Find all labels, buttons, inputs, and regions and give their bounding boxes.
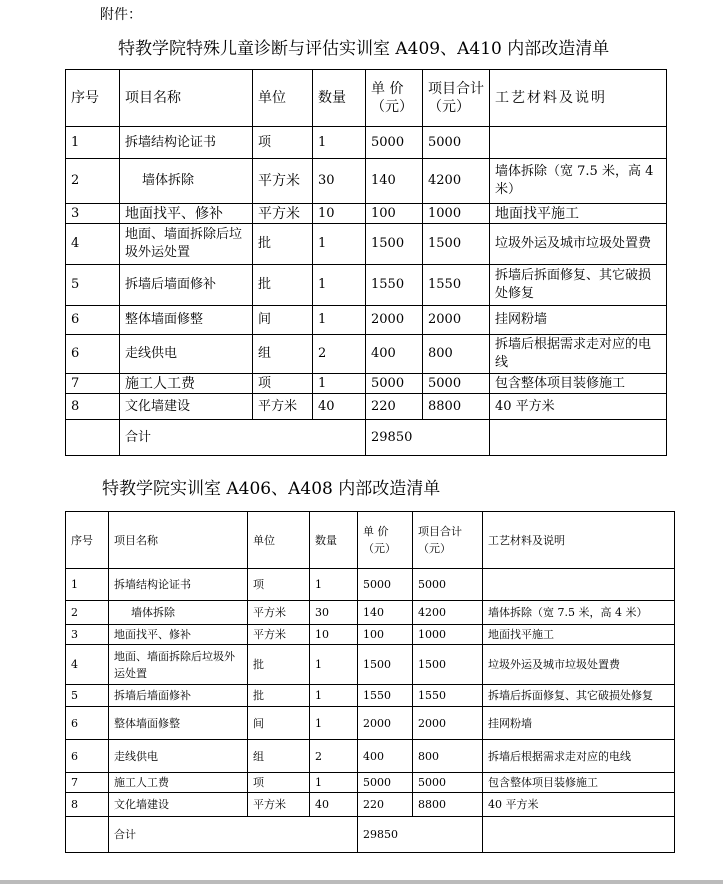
cell-total: 2000 [413,707,483,740]
cell-unit: 平方米 [248,793,310,817]
header-no: 序号 [66,512,109,569]
header-row [66,70,667,127]
cell-price: 400 [366,335,423,374]
cell-unit: 项 [253,374,313,394]
total-label: 合计 [109,817,358,853]
cell-price: 5000 [366,374,423,394]
cell-price: 2000 [366,306,423,335]
cell-name: 文化墙建设 [120,394,253,420]
cell-no: 2 [66,159,120,204]
cell-desc: 40 平方米 [483,793,675,817]
cell-name: 地面、墙面拆除后垃圾外运处置 [109,645,248,685]
header-row [66,512,675,569]
cell-qty: 1 [310,707,358,740]
cell-total: 5000 [423,127,490,159]
cell-total: 4200 [423,159,490,204]
cell-name: 拆墙结构论证书 [120,127,253,159]
cell-desc: 包含整体项目装修施工 [490,374,667,394]
cell-price: 1550 [358,685,413,707]
table-row [66,773,675,793]
cell-unit: 项 [248,569,310,601]
table-row [66,625,675,645]
cell-desc: 包含整体项目装修施工 [483,773,675,793]
header-desc: 工艺材料及说明 [490,70,667,127]
cell-total: 800 [423,335,490,374]
header-desc: 工艺材料及说明 [483,512,675,569]
cell-total: 1500 [423,224,490,265]
cell-name: 整体墙面修整 [109,707,248,740]
cell-total: 1550 [423,265,490,306]
table-row [66,569,675,601]
cell-desc: 拆墙后根据需求走对应的电线 [483,740,675,773]
cell-qty: 1 [310,569,358,601]
cell-price: 1500 [358,645,413,685]
cell-price: 5000 [358,569,413,601]
cell-name: 拆墙结构论证书 [109,569,248,601]
cell-price: 140 [366,159,423,204]
cell-unit: 间 [248,707,310,740]
header-total: 项目合计（元） [413,512,483,569]
cell-price: 2000 [358,707,413,740]
table-row [66,645,675,685]
cell-no: 6 [66,707,109,740]
page-bottom-divider [0,880,723,884]
cell-name: 墙体拆除 [120,159,253,204]
table-row [66,335,667,374]
cell-unit: 项 [253,127,313,159]
renovation-table-a406-a408 [65,511,675,853]
cell-unit: 平方米 [253,394,313,420]
cell-no: 7 [66,773,109,793]
table-row [66,394,667,420]
cell-no [66,817,109,853]
cell-price: 5000 [358,773,413,793]
cell-unit: 平方米 [248,625,310,645]
cell-desc: 垃圾外运及城市垃圾处置费 [483,645,675,685]
table-row [66,306,667,335]
cell-desc: 拆墙后根据需求走对应的电线 [490,335,667,374]
cell-price: 1500 [366,224,423,265]
cell-total: 8800 [413,793,483,817]
header-qty: 数量 [313,70,366,127]
cell-name: 拆墙后墙面修补 [120,265,253,306]
cell-total: 2000 [423,306,490,335]
table-row [66,159,667,204]
cell-price: 400 [358,740,413,773]
cell-desc [483,817,675,853]
renovation-table-a409-a410 [65,69,667,456]
cell-qty: 2 [310,740,358,773]
cell-desc: 地面找平施工 [490,204,667,224]
cell-desc [490,127,667,159]
total-row [66,420,667,456]
table-row [66,707,675,740]
cell-no: 5 [66,265,120,306]
cell-desc: 挂网粉墙 [483,707,675,740]
table-row [66,601,675,625]
cell-desc: 墙体拆除（宽 7.5 米，高 4 米） [483,601,675,625]
cell-price: 220 [358,793,413,817]
cell-no: 5 [66,685,109,707]
header-price: 单 价（元） [358,512,413,569]
cell-qty: 1 [310,773,358,793]
total-label: 合计 [120,420,366,456]
cell-no: 4 [66,645,109,685]
header-unit: 单位 [253,70,313,127]
cell-desc: 墙体拆除（宽 7.5 米，高 4 米） [490,159,667,204]
header-total: 项目合计（元） [423,70,490,127]
cell-no: 4 [66,224,120,265]
cell-price: 100 [358,625,413,645]
table-row [66,265,667,306]
cell-desc: 挂网粉墙 [490,306,667,335]
cell-unit: 间 [253,306,313,335]
cell-name: 施工人工费 [109,773,248,793]
cell-no: 7 [66,374,120,394]
table-row [66,793,675,817]
cell-no: 3 [66,625,109,645]
cell-no: 8 [66,793,109,817]
cell-no: 3 [66,204,120,224]
table-row [66,685,675,707]
cell-price: 5000 [366,127,423,159]
cell-unit: 批 [248,685,310,707]
cell-price: 140 [358,601,413,625]
cell-unit: 平方米 [253,159,313,204]
cell-total: 1500 [413,645,483,685]
cell-total: 5000 [413,569,483,601]
cell-no: 1 [66,127,120,159]
cell-qty: 1 [310,685,358,707]
cell-desc: 垃圾外运及城市垃圾处置费 [490,224,667,265]
table-row [66,374,667,394]
cell-qty: 1 [310,645,358,685]
header-price: 单 价（元） [366,70,423,127]
cell-qty: 40 [313,394,366,420]
attachment-label: 附件： [100,7,142,23]
table2-title: 特教学院实训室 A406、A408 内部改造清单 [102,479,441,499]
cell-total: 8800 [423,394,490,420]
total-value: 29850 [358,817,483,853]
cell-total: 800 [413,740,483,773]
header-name: 项目名称 [120,70,253,127]
cell-unit: 项 [248,773,310,793]
cell-desc [483,569,675,601]
cell-total: 1550 [413,685,483,707]
cell-total: 5000 [413,773,483,793]
cell-no: 6 [66,740,109,773]
table-row [66,740,675,773]
cell-qty: 1 [313,374,366,394]
cell-qty: 1 [313,265,366,306]
cell-desc: 地面找平施工 [483,625,675,645]
cell-unit: 批 [248,645,310,685]
cell-desc: 拆墙后拆面修复、其它破损处修复 [483,685,675,707]
cell-unit: 组 [248,740,310,773]
table1-title: 特教学院特殊儿童诊断与评估实训室 A409、A410 内部改造清单 [118,39,610,59]
cell-price: 100 [366,204,423,224]
cell-price: 220 [366,394,423,420]
cell-qty: 1 [313,306,366,335]
cell-name: 走线供电 [109,740,248,773]
cell-total: 1000 [423,204,490,224]
cell-name: 墙体拆除 [109,601,248,625]
cell-no: 2 [66,601,109,625]
cell-desc [490,420,667,456]
cell-price: 1550 [366,265,423,306]
cell-unit: 平方米 [248,601,310,625]
cell-qty: 1 [313,224,366,265]
cell-name: 拆墙后墙面修补 [109,685,248,707]
header-qty: 数量 [310,512,358,569]
cell-unit: 批 [253,224,313,265]
cell-name: 施工人工费 [120,374,253,394]
cell-no [66,420,120,456]
cell-unit: 批 [253,265,313,306]
cell-total: 5000 [423,374,490,394]
cell-total: 4200 [413,601,483,625]
cell-qty: 2 [313,335,366,374]
cell-qty: 30 [313,159,366,204]
total-value: 29850 [366,420,490,456]
cell-name: 地面、墙面拆除后垃圾外运处置 [120,224,253,265]
cell-name: 走线供电 [120,335,253,374]
header-name: 项目名称 [109,512,248,569]
table-row [66,224,667,265]
cell-no: 6 [66,306,120,335]
cell-qty: 10 [313,204,366,224]
cell-desc: 拆墙后拆面修复、其它破损处修复 [490,265,667,306]
cell-name: 文化墙建设 [109,793,248,817]
cell-total: 1000 [413,625,483,645]
table-row [66,127,667,159]
cell-no: 1 [66,569,109,601]
table-row [66,204,667,224]
cell-qty: 1 [313,127,366,159]
cell-no: 8 [66,394,120,420]
cell-unit: 组 [253,335,313,374]
cell-no: 6 [66,335,120,374]
header-unit: 单位 [248,512,310,569]
cell-unit: 平方米 [253,204,313,224]
cell-name: 地面找平、修补 [109,625,248,645]
cell-desc: 40 平方米 [490,394,667,420]
header-no: 序号 [66,70,120,127]
cell-name: 整体墙面修整 [120,306,253,335]
cell-qty: 10 [310,625,358,645]
cell-qty: 30 [310,601,358,625]
total-row [66,817,675,853]
cell-name: 地面找平、修补 [120,204,253,224]
cell-qty: 40 [310,793,358,817]
